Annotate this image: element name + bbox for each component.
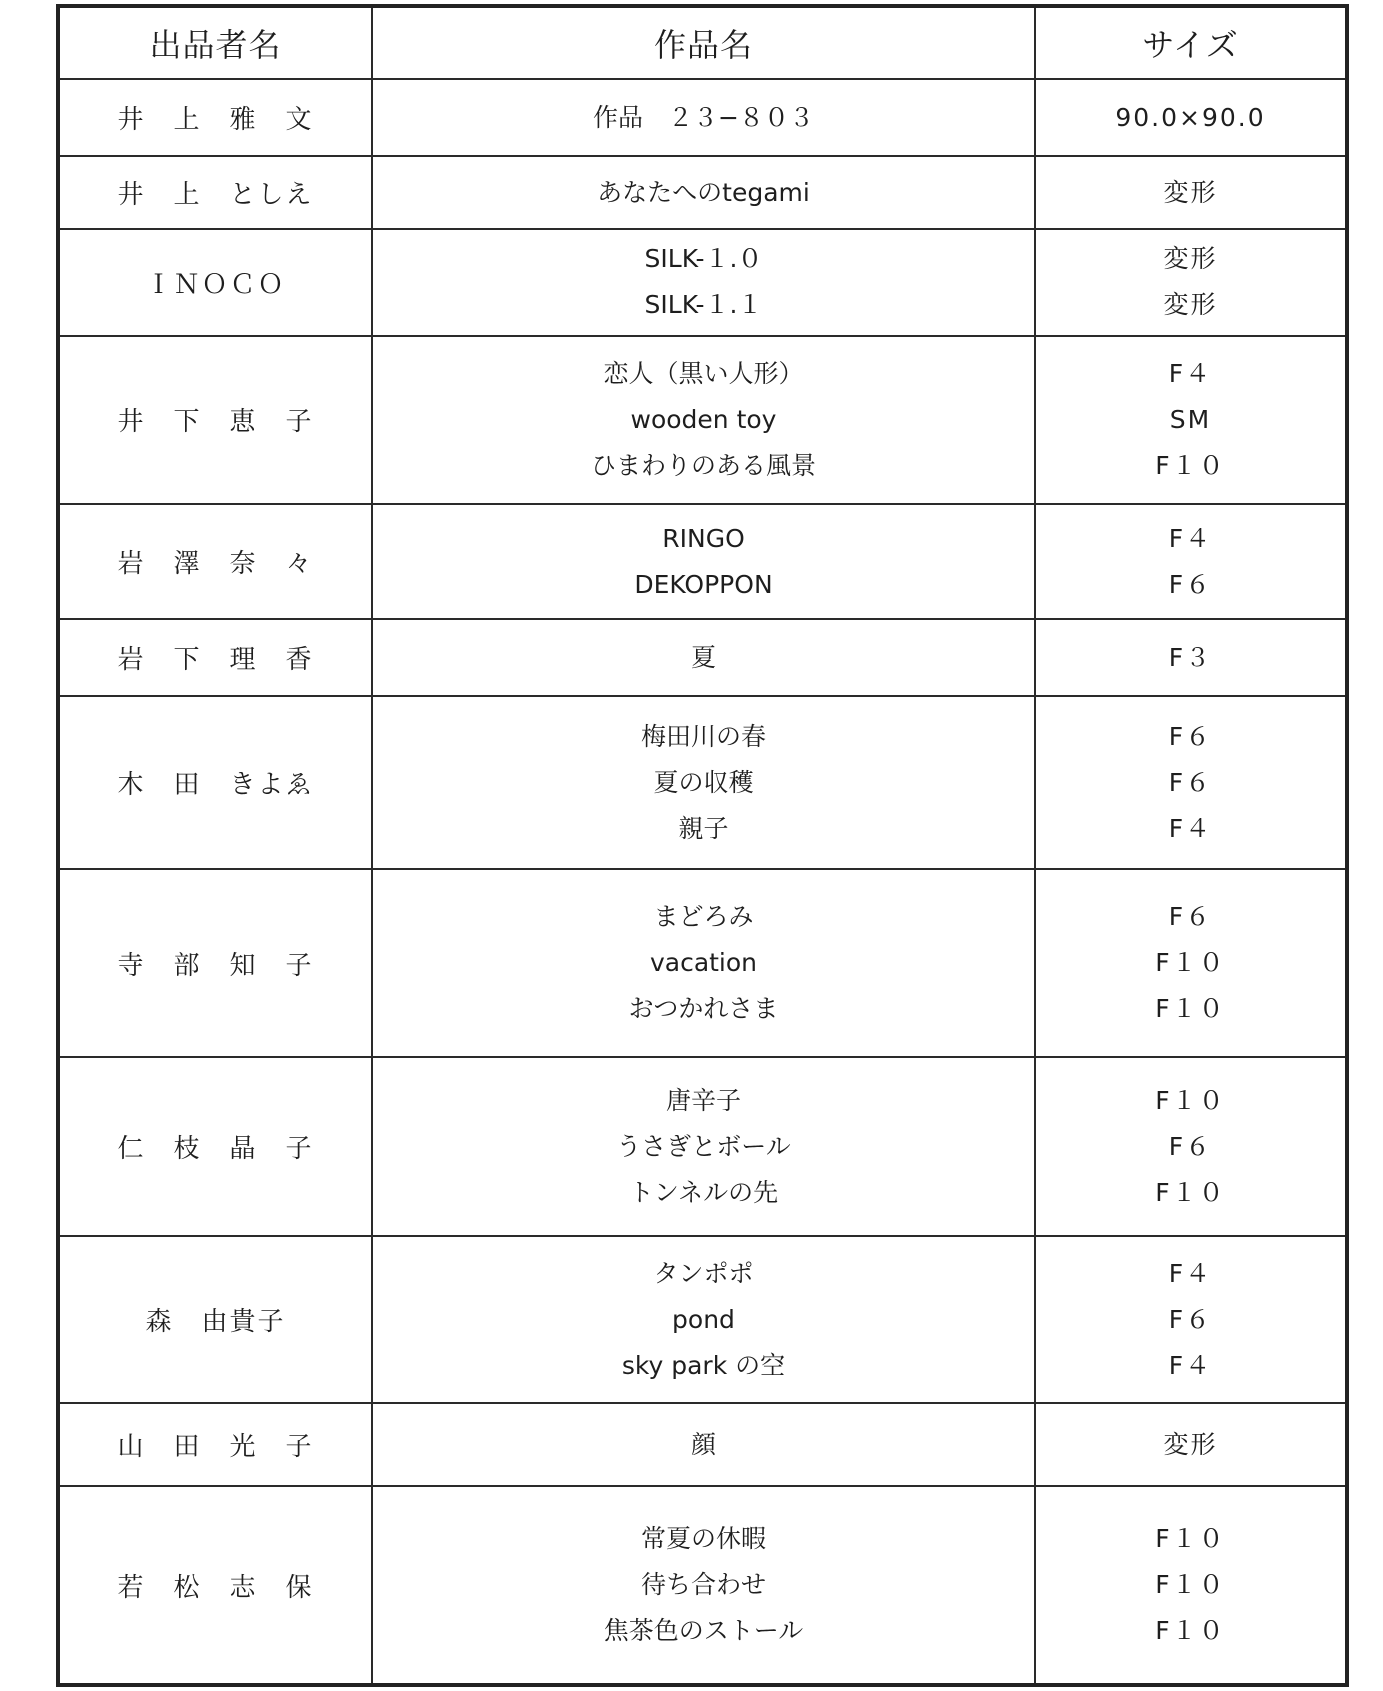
work-titles <box>372 156 1035 229</box>
table-row <box>60 1486 1345 1683</box>
work-titles <box>372 696 1035 869</box>
artist-name: 山 田 光 子 <box>60 1403 372 1487</box>
work-title: SILK-１.０ <box>644 244 763 274</box>
header-artist: 出品者名 <box>60 8 372 79</box>
work-titles <box>372 1236 1035 1402</box>
table-row <box>60 336 1345 505</box>
work-title: 親子 <box>678 813 729 843</box>
work-title: DEKOPPON <box>634 569 773 599</box>
work-size: F１０ <box>1155 450 1226 480</box>
work-size: 変形 <box>1163 244 1218 274</box>
work-title: vacation <box>649 948 758 978</box>
work-size: F４ <box>1168 1258 1213 1288</box>
work-title: 恋人（黒い人形） <box>603 358 804 388</box>
work-title: 夏 <box>690 642 716 672</box>
work-size: F１０ <box>1155 1085 1226 1115</box>
work-title: あなたへのtegami <box>597 177 810 207</box>
work-titles <box>372 504 1035 619</box>
work-sizes <box>1035 619 1345 696</box>
work-title: ひまわりのある風景 <box>590 450 816 480</box>
header-size: サイズ <box>1035 8 1345 79</box>
work-titles <box>372 1403 1035 1487</box>
work-size: F４ <box>1168 358 1213 388</box>
work-title: 梅田川の春 <box>640 721 766 751</box>
table-row <box>60 619 1345 696</box>
work-title: 焦茶色のストール <box>603 1616 804 1646</box>
work-size: F６ <box>1168 569 1213 599</box>
work-size: F１０ <box>1155 1177 1226 1207</box>
work-title: 作品 ２３−８０３ <box>593 102 814 132</box>
artist-name: 井 上 雅 文 <box>60 79 372 156</box>
work-title: 顔 <box>690 1429 716 1459</box>
work-title: トンネルの先 <box>628 1177 779 1207</box>
work-sizes <box>1035 696 1345 869</box>
work-sizes <box>1035 156 1345 229</box>
work-titles <box>372 229 1035 335</box>
work-sizes <box>1035 79 1345 156</box>
artist-name: 寺 部 知 子 <box>60 869 372 1057</box>
exhibit-list-table <box>60 8 1345 1683</box>
artist-name: ＩＮＯＣＯ <box>60 229 372 335</box>
exhibit-list-frame <box>56 4 1349 1687</box>
artist-name: 岩 澤 奈 々 <box>60 504 372 619</box>
header-row <box>60 8 1345 79</box>
work-size: F１０ <box>1155 948 1226 978</box>
work-sizes <box>1035 336 1345 505</box>
table-row <box>60 229 1345 335</box>
work-size: F６ <box>1168 902 1213 932</box>
work-size: F１０ <box>1155 1570 1226 1600</box>
work-size: F４ <box>1168 523 1213 553</box>
work-sizes <box>1035 1486 1345 1683</box>
table-row <box>60 79 1345 156</box>
work-size: F１０ <box>1155 1524 1226 1554</box>
table-row <box>60 1403 1345 1487</box>
work-title: 夏の収穫 <box>653 767 754 797</box>
work-titles <box>372 619 1035 696</box>
artist-name: 井 下 恵 子 <box>60 336 372 505</box>
work-size: SM <box>1169 404 1212 434</box>
artist-name: 仁 枝 晶 子 <box>60 1057 372 1236</box>
work-titles <box>372 869 1035 1057</box>
work-title: うさぎとボール <box>616 1131 791 1161</box>
work-size: F１０ <box>1155 1616 1226 1646</box>
work-sizes <box>1035 1057 1345 1236</box>
work-titles <box>372 1057 1035 1236</box>
table-row <box>60 1236 1345 1402</box>
artist-name: 岩 下 理 香 <box>60 619 372 696</box>
work-title: pond <box>672 1304 735 1334</box>
work-titles <box>372 1486 1035 1683</box>
work-size: 変形 <box>1163 290 1218 320</box>
work-titles <box>372 79 1035 156</box>
work-size: F６ <box>1168 1131 1213 1161</box>
work-size: F６ <box>1168 1304 1213 1334</box>
work-size: 90.0×90.0 <box>1115 102 1266 132</box>
work-title: RINGO <box>662 523 745 553</box>
work-title: おつかれさま <box>628 994 779 1024</box>
work-title: タンポポ <box>653 1258 754 1288</box>
work-title: SILK-１.１ <box>644 290 763 320</box>
work-sizes <box>1035 869 1345 1057</box>
work-sizes <box>1035 1236 1345 1402</box>
table-row <box>60 156 1345 229</box>
artist-name: 若 松 志 保 <box>60 1486 372 1683</box>
table-row <box>60 504 1345 619</box>
artist-name: 森 由貴子 <box>60 1236 372 1402</box>
work-size: F１０ <box>1155 994 1226 1024</box>
work-size: F３ <box>1168 642 1213 672</box>
work-sizes <box>1035 1403 1345 1487</box>
work-size: F６ <box>1168 767 1213 797</box>
table-row <box>60 1057 1345 1236</box>
work-sizes <box>1035 229 1345 335</box>
artist-name: 井 上 としえ <box>60 156 372 229</box>
table-row <box>60 696 1345 869</box>
work-sizes <box>1035 504 1345 619</box>
work-title: 待ち合わせ <box>640 1570 766 1600</box>
work-title: sky park の空 <box>621 1350 786 1380</box>
work-size: F４ <box>1168 1350 1213 1380</box>
work-title: 常夏の休暇 <box>640 1524 766 1554</box>
work-title: wooden toy <box>630 404 777 434</box>
artist-name: 木 田 きよゑ <box>60 696 372 869</box>
work-size: 変形 <box>1163 177 1218 207</box>
work-title: 唐辛子 <box>665 1085 741 1115</box>
exhibit-rows <box>60 79 1345 1683</box>
work-size: 変形 <box>1163 1429 1218 1459</box>
work-titles <box>372 336 1035 505</box>
work-size: F４ <box>1168 813 1213 843</box>
header-title: 作品名 <box>372 8 1035 79</box>
work-size: F６ <box>1168 721 1213 751</box>
work-title: まどろみ <box>653 902 754 932</box>
table-row <box>60 869 1345 1057</box>
